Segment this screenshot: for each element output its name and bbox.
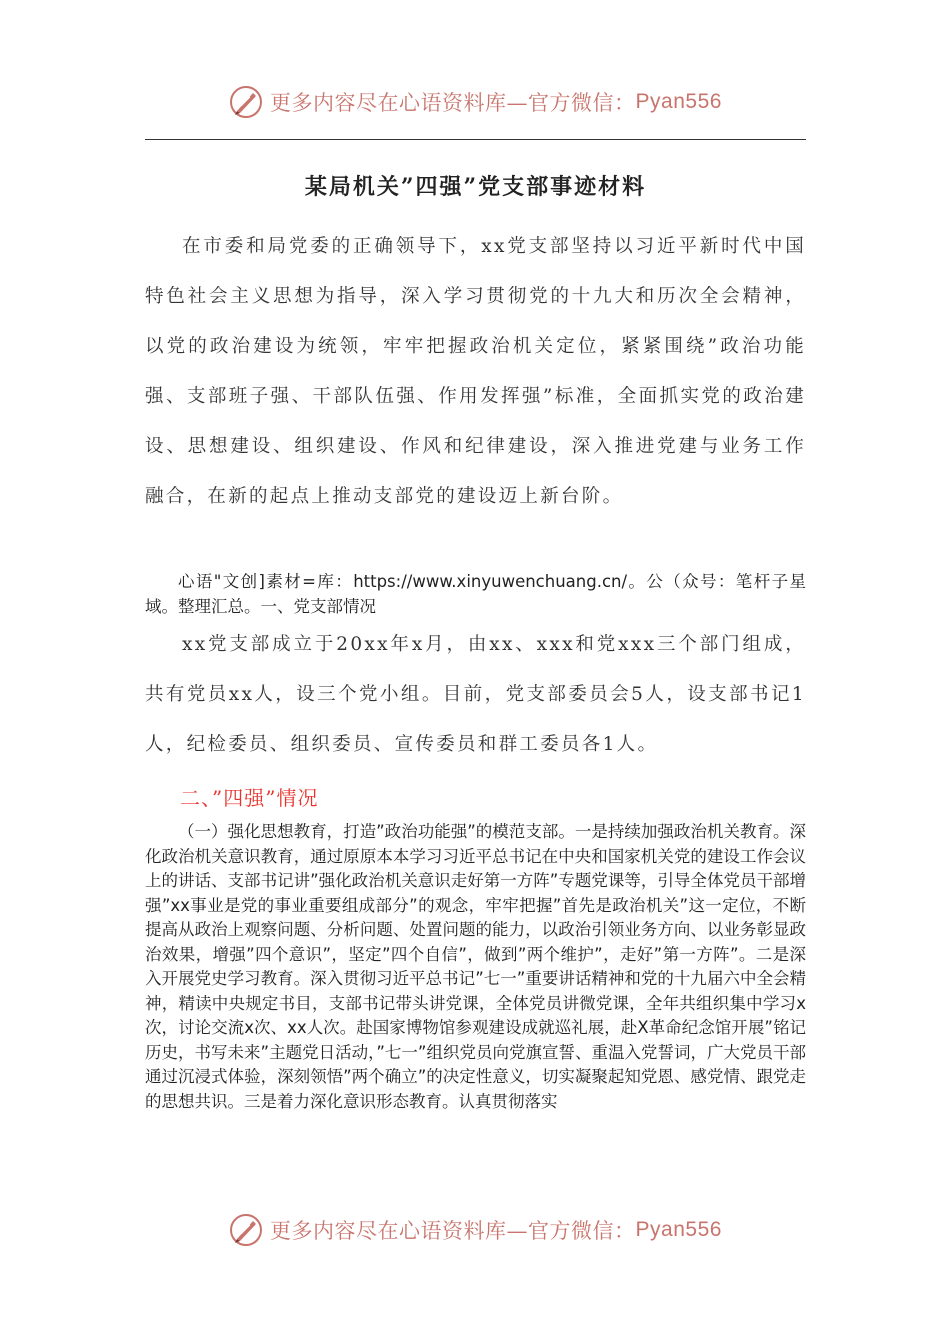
banner-wechat-id: Pyan556 <box>635 90 722 113</box>
header-banner <box>0 80 950 124</box>
section2-heading: 二、”四强”情况 <box>180 786 319 810</box>
banner-wechat-id: Pyan556 <box>635 1218 722 1241</box>
section2-paragraph: （一）强化思想教育，打造”政治功能强”的模范支部。一是持续加强政治机关教育。深化政治机关意识教育，通过原原本本学习习近平总书记在中央和国家机关党的建设工作会议上的讲话、支部书记讲”强化政治机关意识走好第一方阵”专题党课等，引导全体党员干部增强”xx事业是党的事业重要组成部分”的观念，牢牢把握”首先是政治机关”这一定位，不断提高从政治上观察问题、分析问题、处置问题的能力，以政治引领业务方向、以业务彰显政治效果，增强”四个意识”，坚定”四个自信”，做到”两个维护”，走好”第一方阵”。二是深入开展党史学习教育。深入贯彻习近平总书记”七一”重要讲话精神和党的十九届六中全会精神，精读中央规定书目，支部书记带头讲党课，全体党员讲微党课，全年共组织集中学习x次，讨论交流x次、xx人次。赴国家博物馆参观建设成就巡礼展，赴X革命纪念馆开展”铭记历史，书写未来”主题党日活动，”七一”组织党员向党旗宣誓、重温入党誓词，广大党员干部通过沉浸式体验，深刻领悟”两个确立”的决定性意义，切实凝聚起知党恩、感党情、跟党走的思想共识。三是着力深化意识形态教育。认真贯彻落实 <box>145 822 806 1111</box>
quill-pen-logo-icon <box>228 84 264 120</box>
source-line: 心语"文创]素材=库：https://www.xinyuwenchuang.cn/。公（众号：笔杆子星域。整理汇总。一、党支部情况 <box>145 572 806 616</box>
intro-paragraph: 在市委和局党委的正确领导下，xx党支部坚持以习近平新时代中国特色社会主义思想为指导，深入学习贯彻党的十九大和历次全会精神，以党的政治建设为统领，牢牢把握政治机关定位，紧紧围绕”政治功能强、支部班子强、干部队伍强、作用发挥强”标准，全面抓实党的政治建设、思想建设、组织建设、作风和纪律建设，深入推进党建与业务工作融合，在新的起点上推动支部党的建设迈上新台阶。 <box>145 236 806 507</box>
header-divider <box>145 139 806 140</box>
section1-paragraph: xx党支部成立于20xx年x月，由xx、xxx和党xxx三个部门组成，共有党员xx人，设三个党小组。目前，党支部委员会5人，设支部书记1人，纪检委员、组织委员、宣传委员和群工委员各1人。 <box>145 634 806 755</box>
banner-text: 更多内容尽在心语资料库—官方微信： <box>270 91 636 115</box>
banner-text: 更多内容尽在心语资料库—官方微信： <box>270 1219 636 1243</box>
document-title: 某局机关”四强”党支部事迹材料 <box>304 174 647 200</box>
footer-banner <box>0 1208 950 1252</box>
quill-pen-logo-icon <box>228 1212 264 1248</box>
